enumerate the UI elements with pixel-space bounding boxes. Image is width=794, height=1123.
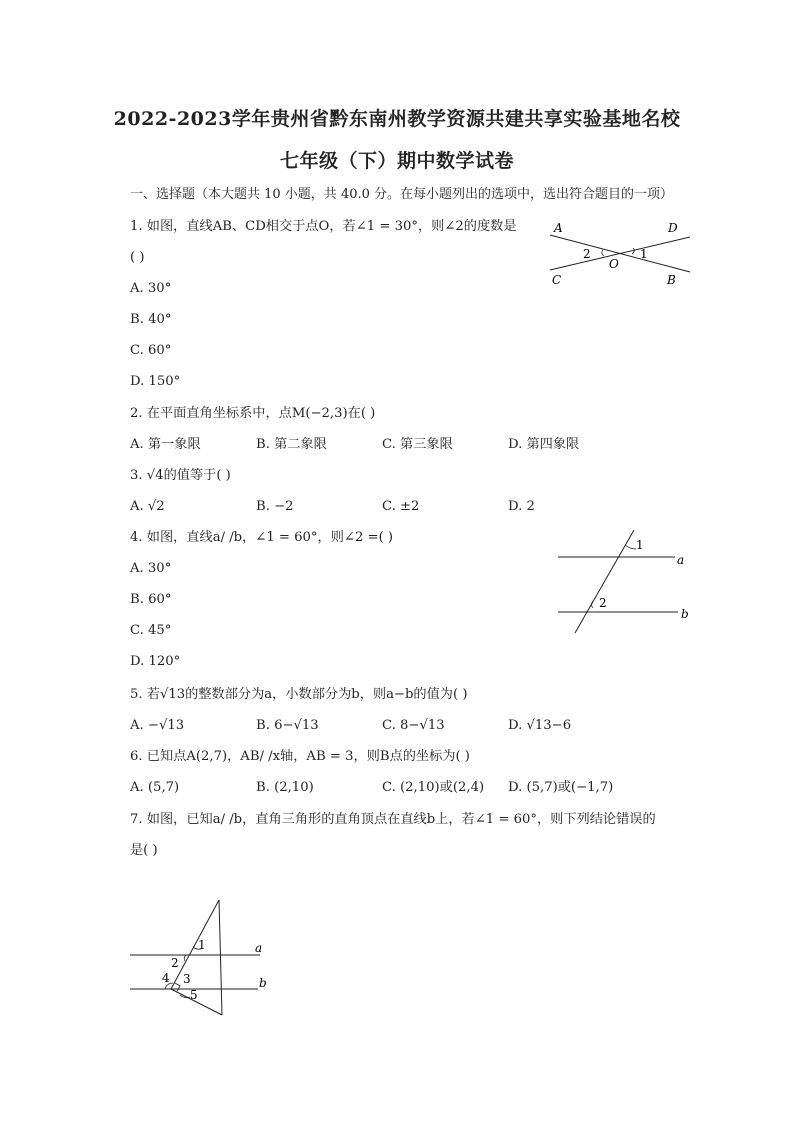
q2-option-b: B. 第二象限 [256, 437, 327, 452]
q4-angle-2: 2 [599, 596, 607, 610]
q1-option-a: A. 30° [130, 281, 172, 296]
q7-angle-5: 5 [190, 988, 198, 1002]
q6-option-a: A. (5,7) [130, 780, 180, 795]
q4-stem: 4. 如图，直线a/ /b，∠1 = 60°，则∠2 =( ) [130, 530, 394, 545]
q1-option-c: C. 60° [130, 343, 172, 358]
q5-stem: 5. 若√13的整数部分为a，小数部分为b，则a−b的值为( ) [130, 687, 468, 702]
exam-title-line2: 七年级（下）期中数学试卷 [279, 150, 514, 172]
q1-angle-1: 1 [640, 247, 648, 261]
exam-title-line1: 2022-2023学年贵州省黔东南州教学资源共建共享实验基地名校 [113, 108, 681, 130]
q7-stem-cont: 是( ) [130, 843, 158, 858]
q1-stem: 1. 如图，直线AB、CD相交于点O，若∠1 = 30°，则∠2的度数是 [130, 219, 517, 234]
q1-angle-2: 2 [583, 247, 591, 261]
q1-stem-cont: ( ) [130, 250, 145, 265]
q3-option-b: B. −2 [256, 499, 294, 514]
q3-option-a: A. √2 [130, 499, 165, 514]
q1-label-d: D [668, 221, 678, 235]
q1-figure [540, 215, 700, 290]
q7-figure [125, 895, 280, 1025]
q2-stem: 2. 在平面直角坐标系中，点M(−2,3)在( ) [130, 406, 376, 421]
q7-angle-4: 4 [162, 971, 170, 985]
q4-option-a: A. 30° [130, 561, 172, 576]
q1-label-c: C [552, 273, 562, 287]
q7-label-b: b [259, 976, 267, 990]
q1-option-d: D. 150° [130, 374, 181, 389]
q3-option-d: D. 2 [508, 499, 535, 514]
q5-option-b: B. 6−√13 [256, 718, 319, 733]
q4-label-a: a [677, 553, 685, 567]
q2-option-a: A. 第一象限 [130, 437, 201, 452]
section-heading: 一、选择题（本大题共 10 小题，共 40.0 分。在每小题列出的选项中，选出符合题目的一项） [130, 187, 674, 202]
q6-option-b: B. (2,10) [256, 780, 314, 795]
q4-angle-1: 1 [636, 538, 644, 552]
q1-label-b: B [667, 273, 676, 287]
q1-label-o: O [609, 257, 619, 271]
q7-label-a: a [255, 941, 263, 955]
q6-option-d: D. (5,7)或(−1,7) [508, 780, 614, 795]
q4-label-b: b [681, 607, 689, 621]
q4-option-c: C. 45° [130, 623, 172, 638]
q6-stem: 6. 已知点A(2,7)，AB/ /x轴，AB = 3，则B点的坐标为( ) [130, 749, 470, 764]
q1-label-a: A [554, 221, 563, 235]
q4-figure [550, 525, 700, 640]
q7-angle-1: 1 [198, 938, 206, 952]
q7-stem: 7. 如图，已知a/ /b，直角三角形的直角顶点在直线b上，若∠1 = 60°，则下列结论错误的 [130, 812, 656, 827]
q7-angle-2: 2 [171, 956, 179, 970]
q7-angle-3: 3 [183, 972, 191, 986]
q5-option-a: A. −√13 [130, 718, 185, 733]
q2-option-d: D. 第四象限 [508, 437, 580, 452]
q4-option-b: B. 60° [130, 592, 172, 607]
q3-option-c: C. ±2 [382, 499, 420, 514]
q3-stem: 3. √4的值等于( ) [130, 468, 231, 483]
q2-option-c: C. 第三象限 [382, 437, 453, 452]
q5-option-c: C. 8−√13 [382, 718, 445, 733]
q5-option-d: D. √13−6 [508, 718, 572, 733]
q1-option-b: B. 40° [130, 312, 172, 327]
q4-option-d: D. 120° [130, 654, 181, 669]
q6-option-c: C. (2,10)或(2,4) [382, 780, 485, 795]
